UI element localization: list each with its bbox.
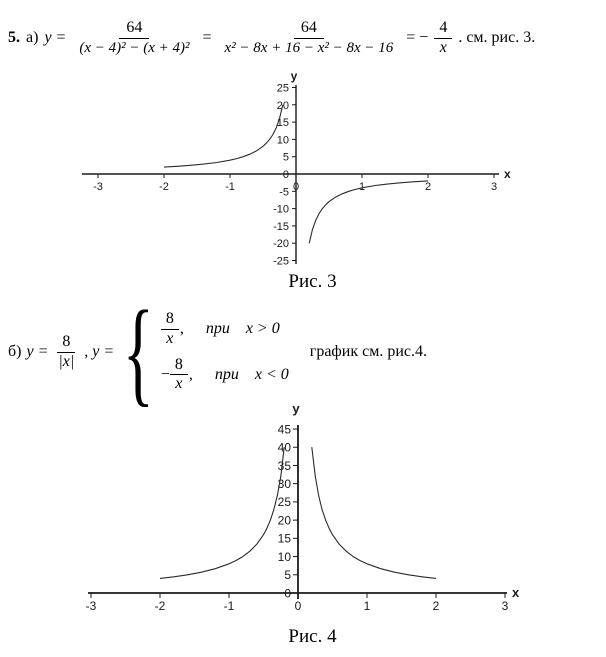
case-2-numerator: 8 (170, 356, 188, 375)
case-row-negative (161, 356, 289, 394)
svg-text:2: 2 (424, 181, 432, 193)
abs-fraction-denominator: |x| (58, 352, 75, 370)
svg-text:y: y (290, 69, 298, 83)
abs-fraction (53, 333, 79, 371)
cases-brace: { (122, 286, 155, 417)
svg-text:x: x (512, 585, 520, 600)
case-2-minus-sign: − (160, 365, 170, 383)
part-b-label: б) (8, 343, 22, 360)
part-b-lhs: y = (26, 343, 49, 360)
svg-text:2: 2 (432, 599, 440, 613)
svg-text:0: 0 (282, 168, 289, 181)
case-1-numerator: 8 (161, 310, 179, 329)
svg-text:25: 25 (277, 495, 291, 510)
fraction-2-denominator: x² − 8x + 16 − x² − 8x − 16 (224, 40, 394, 57)
equals-sign: = (202, 29, 212, 46)
svg-text:40: 40 (277, 440, 291, 455)
formula-part-b (8, 286, 428, 417)
case-2-condition: x < 0 (254, 365, 289, 383)
case-2-denominator: x (175, 375, 183, 393)
formula-part-a (8, 10, 535, 66)
svg-text:-10: -10 (273, 203, 289, 216)
svg-text:3: 3 (501, 599, 509, 613)
svg-text:-1: -1 (223, 599, 235, 613)
fraction-3-numerator: 4 (434, 19, 452, 38)
svg-text:10: 10 (276, 134, 289, 147)
svg-text:x: x (504, 167, 511, 181)
svg-text:-1: -1 (225, 181, 235, 193)
svg-text:-3: -3 (85, 599, 97, 613)
svg-text:y: y (292, 401, 300, 416)
svg-text:-3: -3 (93, 181, 103, 193)
svg-text:-5: -5 (279, 186, 289, 199)
svg-text:45: 45 (277, 422, 291, 437)
case-2-comma: , (188, 365, 193, 383)
figure-4-chart (55, 400, 525, 625)
svg-text:-15: -15 (273, 220, 289, 233)
fraction-2-numerator: 64 (294, 19, 324, 39)
case-1-denominator: x (166, 329, 174, 347)
svg-text:1: 1 (358, 181, 366, 193)
svg-text:15: 15 (276, 117, 289, 130)
svg-text:-20: -20 (273, 238, 289, 251)
svg-text:30: 30 (277, 477, 291, 491)
figure-3-caption: Рис. 3 (288, 271, 337, 292)
svg-text:20: 20 (277, 513, 291, 528)
svg-text:15: 15 (277, 531, 291, 546)
figure-4-caption: Рис. 4 (288, 626, 337, 647)
svg-text:1: 1 (363, 599, 371, 613)
fraction-1 (72, 19, 196, 58)
part-a-label: а) (26, 29, 39, 46)
fraction-3 (434, 19, 452, 57)
case-1-fraction (161, 310, 179, 348)
svg-text:20: 20 (276, 99, 289, 112)
fraction-3-denominator: x (439, 38, 447, 56)
part-b-note-text: график см. рис.4. (309, 343, 428, 360)
case-row-positive (161, 310, 289, 348)
svg-text:0: 0 (292, 181, 300, 193)
svg-text:25: 25 (276, 82, 289, 95)
figure-3-chart (55, 68, 525, 273)
svg-text:-2: -2 (154, 599, 166, 613)
svg-text:35: 35 (277, 458, 291, 473)
svg-text:0: 0 (284, 586, 291, 601)
part-a-lhs: y = (44, 29, 67, 46)
case-1-word: при (205, 320, 230, 338)
part-a-tail-text: . см. рис. 3. (458, 29, 536, 46)
piecewise-cases (161, 310, 289, 394)
case-2-word: при (214, 365, 239, 383)
abs-fraction-numerator: 8 (57, 333, 75, 352)
svg-text:3: 3 (490, 181, 498, 193)
equals-minus-sign: = − (406, 29, 429, 46)
svg-text:5: 5 (282, 151, 289, 164)
svg-text:-25: -25 (273, 255, 289, 268)
svg-text:0: 0 (294, 599, 302, 613)
part-b-mid: , y = (84, 343, 115, 360)
fraction-1-numerator: 64 (119, 19, 149, 39)
case-2-fraction (170, 356, 188, 394)
svg-text:10: 10 (277, 549, 291, 564)
fraction-1-denominator: (x − 4)² − (x + 4)² (79, 40, 190, 57)
svg-text:5: 5 (284, 568, 291, 583)
svg-text:-2: -2 (159, 181, 169, 193)
case-1-condition: x > 0 (245, 320, 280, 338)
case-1-comma: , (179, 320, 184, 338)
problem-number: 5. (8, 29, 20, 46)
fraction-2 (218, 19, 401, 58)
